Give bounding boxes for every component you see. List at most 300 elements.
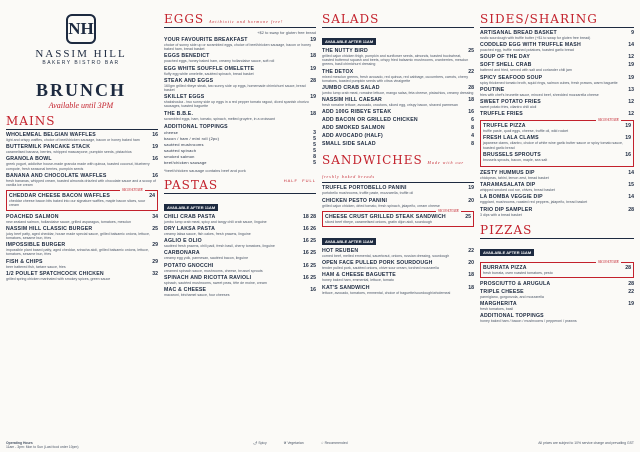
item-name: SPICY SEAFOOD SOUP	[480, 74, 543, 81]
item-name: FISH & CHIPS	[6, 258, 43, 265]
item-price: 6	[471, 117, 474, 124]
item-price: 16 25	[303, 250, 316, 257]
menu-item	[483, 152, 631, 162]
item-price: 19	[152, 144, 158, 151]
toppings-list	[164, 130, 316, 166]
hours-title: Operating Hours	[6, 441, 33, 445]
item-price: 16	[310, 287, 316, 294]
item-name: BUTTERMILK PANCAKE STACK	[6, 144, 91, 151]
item-desc: fresh bananas, whipped cream, toasted almonds drizzled with chocolate sauce and a scoop of vanilla ice cream	[6, 178, 156, 188]
item-price: 29	[152, 258, 158, 265]
legend-vegetarian: Vegetarian	[287, 441, 304, 445]
column-4	[480, 8, 634, 438]
item-desc: parmigiano, gorgonzola, and mozzarella	[480, 295, 544, 300]
item-price: 28	[628, 281, 634, 288]
item-price: 16	[152, 172, 158, 179]
item-price: 18	[310, 53, 316, 60]
eggs-note: +$2 to swap for gluten free bread	[257, 30, 316, 35]
item-desc: chickpeas, tahini, lemon zest, bread basket	[480, 176, 549, 181]
item-name: OPEN FACE PULLED PORK SOURDOUGH	[322, 260, 433, 267]
toppings-note: *beef/chicken sausage contains beef and pork	[164, 167, 246, 173]
item-price: 5	[313, 147, 316, 154]
item-desc: sliced beef ribeye, caramelised onions, gratin dijon aioli, sourdough	[325, 219, 432, 224]
item-name: SKILLET EGGS	[164, 94, 205, 101]
item-desc: mixed mesclun greens, fresh avocado, red quinoa, red cabbage, cucumbers, carrots, cherry tomatoes, toasted pumpkin seeds with citrus vinaigrette	[322, 74, 469, 83]
item-price: 25	[465, 213, 471, 220]
item-desc: beer battered fish, tartare sauce, fries	[6, 264, 66, 269]
item-price: 15	[628, 182, 634, 189]
item-desc: spinach, sautéed mushrooms, sweet peas, tête de moine, cream	[164, 280, 267, 285]
item-price: 16 25	[303, 262, 316, 269]
item-desc: creamy laksa sauce, fish cakes, fresh prawns, linguine	[164, 232, 251, 237]
item-price: 19	[468, 185, 474, 192]
item-price: 5	[313, 135, 316, 142]
item-price: 16 26	[303, 226, 316, 233]
menu-item	[164, 238, 316, 248]
item-desc: jumbo lump crab meat, spicy and tangy chili crab sauce, linguine	[164, 219, 267, 224]
item-desc: fries with chef's brunette sauce, minced beef, shredded mozzarella cheese	[480, 92, 599, 97]
item-desc: 3 dips with a bread basket	[480, 212, 522, 217]
item-price: 34	[152, 213, 158, 220]
sides-list-2	[480, 170, 634, 217]
pastas-list	[164, 214, 316, 297]
item-price: 16	[625, 151, 631, 158]
sandwich-signature	[322, 207, 474, 227]
item-desc: portobello mushrooms, truffle paste, mozzarella, truffle oil	[322, 191, 414, 196]
menu-item	[480, 87, 634, 97]
item-name: SPINACH AND RICOTTA RAVIOLI	[164, 274, 252, 281]
signature-label: SIGNATURE	[121, 187, 143, 193]
item-price: 22	[628, 289, 634, 296]
item-name: ADD SMOKED SALMON	[322, 125, 385, 132]
item-name: EGGS BENEDICT	[164, 53, 210, 60]
item-price: 24	[149, 193, 155, 200]
item-name: BANANA AND CHOCOLATE WAFFLES	[6, 172, 107, 179]
item-name: TRIPLE CHEESE	[480, 289, 524, 296]
menu-item	[322, 260, 474, 270]
brand-name: NASSIM HILL	[35, 48, 127, 60]
item-desc: 160gm grilled ribeye steak, two sunny side up eggs, homemade chimichurri sauce, bread basket	[164, 83, 306, 93]
item-name: CHEESE CRUST GRILLED STEAK SANDWICH	[325, 213, 446, 220]
item-name: WHOLEMEAL BELGIAN WAFFLES	[6, 132, 96, 138]
item-name: POTATO GNOCCHI	[164, 262, 214, 269]
item-desc: sweet potato fries, cilantro chili aioli	[480, 105, 537, 110]
menu-item	[164, 287, 316, 297]
item-desc: eggplant, mushrooms, roasted red peppers, jalapeño, bread basket	[480, 200, 588, 205]
menu-item	[480, 99, 634, 109]
item-name: ADD AVOCADO (HALF)	[322, 133, 383, 140]
menu-item	[322, 141, 474, 147]
item-price: 19	[628, 74, 634, 81]
item-price: 12	[628, 54, 634, 61]
menu-item	[164, 263, 316, 273]
item-desc: fresh burrata, oven roasted tomatoes, pesto	[483, 270, 553, 275]
item-name: TRIO DIP SAMPLER	[480, 206, 533, 213]
item-desc: poached egg, truffle mashed potatoes, toasted garlic bread	[480, 48, 574, 53]
eggs-badge: Antibiotic and hormone free!	[208, 19, 284, 24]
item-desc: juicy beef patty, aged cheddar, house made special sauce, grilled balsamic onions, lettuce, tomatoes, sesame bun, fries	[6, 231, 150, 241]
menu-item	[322, 285, 474, 295]
mains-title: MAINS	[6, 114, 158, 130]
pizzas-title: PIZZAS	[480, 223, 634, 239]
item-name: BURRATA PIZZA	[483, 264, 527, 271]
item-name: LA BOMBA VEGGIE DIP	[480, 194, 543, 201]
item-desc: caramelised banana, berries, whipped mascarpone, pumpkin seeds, pistachios	[6, 150, 132, 155]
menu-item	[6, 242, 158, 256]
menu-item	[6, 144, 158, 154]
item-desc: grilled cajun chicken thigh, pumpkin and sunflower seeds, almonds, toasted buckwheat, roasted butternut squash and beets, crispy fried balsamic mushrooms, cranberries, mesclun greens, basil chimichurri dressing	[322, 54, 469, 67]
item-name: cheese	[164, 129, 179, 135]
item-name: JUMBO CRAB SALAD	[322, 85, 380, 92]
menu-item	[480, 30, 634, 40]
pastas-title	[164, 178, 316, 194]
column-1	[6, 8, 158, 438]
menu-item	[6, 271, 158, 281]
item-price: 25	[152, 225, 158, 232]
sides-signature-list	[483, 123, 631, 162]
legend	[253, 441, 363, 449]
menu-item	[322, 133, 474, 139]
pastas-size-header	[284, 178, 316, 183]
item-desc: sautéed fresh prawns, chili padi, fresh basil, cherry tomatoes, linguine	[164, 244, 275, 249]
sides-signature	[480, 117, 634, 167]
item-desc: creamed spinach sauce, mushrooms, cheese, brussel sprouts	[164, 268, 263, 273]
item-price: 19	[310, 65, 316, 72]
item-name: MAC & CHEESE	[164, 287, 207, 294]
item-price: 20	[468, 197, 474, 204]
menu-item	[480, 75, 634, 85]
item-price: 19	[628, 301, 634, 308]
item-name: TARAMASALATA DIP	[480, 182, 536, 189]
item-name: TRUFFLE PORTOBELLO PANINI	[322, 185, 407, 192]
menu-item	[483, 123, 631, 133]
item-price: 28	[628, 206, 634, 213]
half-label: HALF	[283, 177, 298, 183]
menu-item	[164, 275, 316, 285]
logo	[6, 14, 156, 110]
item-price: 19	[310, 94, 316, 101]
menu-item	[322, 117, 474, 123]
legend-spicy: Spicy	[258, 441, 267, 445]
menu-item	[164, 37, 316, 51]
item-desc: corned beef, melted emmental, sauerkraut, onions, russian dressing, sourdough	[322, 254, 450, 259]
after11-tag: AVAILABLE AFTER 11AM	[322, 238, 376, 245]
menu-item	[480, 207, 634, 217]
item-name: STEAK AND EGGS	[164, 77, 214, 84]
item-name: YOUR FAVOURITE BREAKFAST	[164, 37, 248, 43]
menu-item	[164, 160, 316, 166]
item-name: ZESTY HUMMUS DIP	[480, 170, 535, 177]
item-desc: scrambled eggs, ham, tomato, spinach, melted gruyère, in a croissant	[164, 116, 275, 121]
item-desc: creamy egg yolk, parmesan, sautéed bacon, linguine	[164, 256, 249, 261]
menu-item	[483, 135, 631, 149]
menu-item	[480, 62, 634, 72]
item-price: 14	[628, 42, 634, 49]
item-price: 18	[468, 97, 474, 104]
menu-item	[6, 226, 158, 240]
menu-item	[480, 281, 634, 287]
menu-item	[480, 194, 634, 204]
item-price: 25	[468, 48, 474, 54]
menu-item	[480, 54, 634, 60]
item-desc: grilled spring chicken marinated with smokey spices, green sauce	[6, 276, 111, 281]
item-price: 9	[631, 30, 634, 36]
item-name: BRUSSELS SPROUTS	[483, 151, 541, 158]
menu-item	[6, 156, 158, 170]
menu-item	[164, 111, 316, 121]
item-name: TRUFFLE FRIES	[480, 111, 523, 118]
menu-item	[480, 289, 634, 299]
item-name: POACHED SALMON	[6, 213, 59, 220]
item-price: 18	[468, 284, 474, 291]
item-name: NASSIM HILL CLASSIC BURGER	[6, 225, 93, 232]
item-price: 22	[468, 248, 474, 255]
item-price: 13	[628, 86, 634, 93]
item-desc: japanese clams, cilantro, choice of white wine garlic butter sauce or spicy tomato sauce, toasted garlic bread	[483, 141, 624, 150]
toppings-title: ADDITIONAL TOPPINGS	[164, 123, 228, 130]
item-price: 18	[310, 110, 316, 117]
signature-label: SIGNATURE	[437, 207, 459, 213]
item-name: ADD BACON OR GRILLED CHICKEN	[322, 117, 418, 124]
item-desc: macaroni, béchamel sauce, four cheeses	[164, 293, 230, 298]
brunch-availability: Available until 3PM	[48, 101, 114, 110]
item-name: THE DETOX	[322, 68, 354, 75]
item-desc: new zealand salmon, hollandaise sauce, grilled asparagus, tomatoes, mesclun	[6, 219, 132, 224]
column-2	[164, 8, 316, 438]
item-desc: fresh romaine lettuce, avocado, croutons, sliced egg, crispy bacon, shaved parmesan	[322, 103, 458, 108]
menu-item	[164, 214, 316, 224]
item-name: GRANOLA BOWL	[6, 156, 52, 163]
item-price: 16 25	[303, 274, 316, 281]
item-name: THE NUTTY BIRD	[322, 48, 368, 54]
recommended-icon: ☆ Recommended	[320, 441, 348, 445]
item-desc: fresh tomatoes, basil	[480, 307, 514, 312]
item-name: DRY LAKSA PASTA	[164, 226, 216, 233]
item-name: POUTINE	[480, 86, 505, 93]
menu-item	[322, 248, 474, 258]
menu-item	[322, 125, 474, 131]
pizzas-list	[480, 281, 634, 324]
item-price: 18	[468, 272, 474, 279]
item-price: 12	[628, 111, 634, 118]
item-name: sautéed mushrooms	[164, 141, 204, 147]
item-name: ADD 100G RIBEYE STEAK	[322, 109, 392, 116]
menu-item	[322, 48, 474, 67]
eggs-list	[164, 37, 316, 121]
item-desc: poached eggs, honey baked ham, creamy hollandaise sauce, soft roll	[164, 59, 275, 64]
item-desc: honey baked ham, emmental, lettuce, tomato	[322, 278, 394, 283]
item-name: CODDLED EGG WITH TRUFFLE MASH	[480, 42, 581, 49]
item-name: 1/2 POULET SPATCHCOCK CHICKEN	[6, 270, 104, 277]
item-price: 14	[628, 194, 634, 201]
item-desc: brussels sprouts, bacon, maple, sea salt	[483, 157, 548, 162]
menu-item	[480, 42, 634, 52]
vegetarian-icon: ❦ Vegetarian	[283, 441, 304, 445]
menu-item	[480, 313, 634, 323]
footer	[6, 441, 634, 449]
pastas-title-text: PASTAS	[164, 177, 219, 192]
menu-item	[164, 53, 316, 63]
item-desc: honey baked ham / bacon / mushrooms / pepperoni / prawns	[480, 319, 577, 324]
hours	[6, 441, 79, 449]
item-price: 20	[468, 260, 474, 267]
item-price: 8	[471, 141, 474, 148]
item-price: 16	[468, 109, 474, 116]
item-name: HAM & CHEESE BAGUETTE	[322, 272, 396, 279]
item-desc: whipped smoked cod roe, chives, bread basket	[480, 188, 555, 193]
item-desc: light and crispy waffles, choice of beef/chicken sausage, bacon or honey baked ham	[6, 138, 140, 142]
item-desc: truffle paste, quail eggs, cheese, truffle oil, wild rocket	[483, 129, 569, 134]
after11-tag: AVAILABLE AFTER 11AM	[322, 38, 376, 45]
menu-item	[322, 109, 474, 115]
menu-item	[322, 97, 474, 107]
menu-item	[322, 198, 474, 208]
item-price: 19	[628, 62, 634, 69]
salads-list	[322, 48, 474, 147]
legend-recommended: Recommended	[324, 441, 348, 445]
item-name: NASSIM HILL CAESAR	[322, 97, 382, 104]
item-desc: grilled cajun chicken, dried tomato, fresh spinach, jalapeño, cream cheese	[322, 203, 440, 208]
menu-item	[164, 78, 316, 92]
item-price: 28	[468, 85, 474, 92]
item-desc: jumbo lump crab meat, romaine lettuce, mango salsa, feta cheese, pistachios, creamy dressing	[322, 91, 474, 96]
item-name: FRESH LALA CLAMS	[483, 135, 539, 142]
item-desc: rustic sourdough with truffle butter (+$1 to swap for gluten free bread)	[480, 36, 591, 40]
after11-tag: AVAILABLE AFTER 11AM	[164, 204, 218, 211]
menu-item	[480, 170, 634, 180]
item-name: HOT REUBEN	[322, 248, 359, 255]
item-price: 32	[152, 270, 158, 277]
menu-item	[480, 182, 634, 192]
menu-item	[6, 259, 158, 269]
item-price: 12	[628, 99, 634, 106]
salads-title: SALADS	[322, 12, 474, 28]
item-name: KAT'S SANDWICH	[322, 284, 370, 291]
mains-list	[6, 132, 158, 187]
menu-item	[6, 132, 158, 142]
sandwiches-title-text: SANDWICHES	[322, 153, 423, 168]
item-desc: fluffy egg white omelette, sautéed spinach, bread basket	[164, 71, 254, 76]
item-name: THE B.B.E.	[164, 110, 194, 117]
item-name: sautéed spinach	[164, 147, 197, 153]
menu-item	[322, 85, 474, 95]
eggs-title-text: EGGS	[164, 12, 205, 26]
item-price: 19	[310, 37, 316, 43]
item-name: ARTISANAL BREAD BASKET	[480, 30, 557, 36]
item-price: 16	[152, 132, 158, 138]
item-name: SOUP OF THE DAY	[480, 54, 530, 61]
item-name: ADDITIONAL TOPPINGS	[480, 313, 544, 320]
item-price: 29	[152, 242, 158, 249]
item-name: MARGHERITA	[480, 301, 517, 308]
item-desc: spicy thickened tomato broth, squid rings, salmon cubes, fresh prawns, warm baguette	[480, 80, 618, 85]
hours-text: 11am - 3pm: Mon to Sun (Last food order 10pm)	[6, 445, 79, 449]
item-price: 22	[468, 68, 474, 75]
sides-title: SIDES/SHARING	[480, 12, 634, 28]
item-name: smoked salmon	[164, 153, 195, 159]
item-price: 19	[625, 135, 631, 142]
item-name: CHILI CRAB PASTA	[164, 213, 216, 220]
mains-list-2	[6, 214, 158, 281]
item-price: 28	[310, 77, 316, 84]
sandwiches-list-2	[322, 248, 474, 295]
menu-item	[480, 301, 634, 311]
menu-item	[322, 69, 474, 83]
item-price: 14	[628, 170, 634, 177]
item-name: AGLIO E OLIO	[164, 238, 202, 245]
column-3	[322, 8, 474, 438]
item-desc: battered and fried, served with salt and coriander chili jam	[480, 68, 572, 73]
sides-list	[480, 30, 634, 117]
item-price: 8	[471, 125, 474, 132]
item-name: SOFT SHELL CRAB	[480, 62, 532, 69]
brunch-title: BRUNCH	[35, 80, 126, 100]
brand-sub: BAKERY BISTRO BAR	[42, 60, 120, 66]
item-price: 28	[625, 264, 631, 271]
menu-item	[6, 173, 158, 187]
item-name: PROSCIUTTO & ARUGULA	[480, 281, 551, 288]
item-price: 16	[152, 156, 158, 163]
item-price: 5	[313, 159, 316, 166]
item-name: SMALL SIDE SALAD	[322, 141, 376, 148]
item-desc: greek yogurt, addictive house-made granola made with quinoa, toasted coconut, blueberry compote, fresh seasonal berries, pumpkin seeds	[6, 162, 150, 171]
item-desc: cheddar cheese bacon bits baked into our signature waffles, maple bacon slices, sour cream	[9, 199, 146, 208]
item-name: beef/chicken sausage	[164, 159, 207, 165]
item-price: 19	[625, 123, 631, 130]
item-price: 4	[471, 133, 474, 140]
mains-signature	[6, 187, 158, 210]
signature-label: SIGNATURE	[597, 117, 619, 123]
menu-item	[6, 214, 158, 224]
item-price: 8	[313, 153, 316, 160]
after11-tag: AVAILABLE AFTER 11AM	[480, 249, 534, 256]
menu-item	[164, 94, 316, 108]
eggs-title	[164, 12, 316, 28]
item-name: SWEET POTATO FRIES	[480, 99, 541, 106]
sandwiches-title	[322, 153, 474, 183]
item-name: TRUFFLE PIZZA	[483, 123, 526, 130]
item-name: CHEDDAR CHEESE BACON WAFFLES	[9, 193, 110, 200]
item-desc: tender pulled pork, sautéed onions, chive sour cream, torched mozzarella	[322, 266, 439, 271]
menu-item	[164, 66, 316, 76]
signature-label: SIGNATURE	[597, 258, 619, 264]
item-name: CHICKEN PESTO PANINI	[322, 197, 388, 204]
menu-item	[322, 272, 474, 282]
menu-item	[164, 250, 316, 260]
item-name: IMPOSSIBLE BURGER	[6, 242, 66, 249]
item-desc: impossible plant based patty, aged cheddar, sriracha aioli, grilled balsamic onions, lettuce, tomatoes, sesame bun, fries	[6, 248, 149, 257]
item-desc: choice of sunny side up or scrambled eggs, choice of beef/chicken sausage, bacon or honey baked ham, bread basket	[164, 43, 312, 52]
item-price: 16 25	[303, 238, 316, 245]
item-name: bacon / ham / mini roll (2pc)	[164, 135, 220, 141]
item-price: 5	[313, 141, 316, 148]
item-name: CARBONARA	[164, 250, 200, 257]
full-label: FULL	[302, 177, 316, 183]
item-price: 3	[313, 129, 316, 136]
item-name: EGG WHITE SOUFFLE OMELETTE	[164, 65, 255, 72]
sandwiches-list	[322, 185, 474, 207]
spicy-icon: 🌶 Spicy	[253, 441, 267, 445]
pizza-signature	[480, 258, 634, 278]
sandwiches-badge: Made with our freshly baked breads	[322, 160, 465, 180]
menu-item	[322, 185, 474, 195]
item-desc: shakshouka - two sunny side up eggs in a red pepper tomato ragout, diced spanish chorizo sausages, toasted baguette	[164, 100, 309, 109]
item-desc: lettuce, avocado, tomatoes, emmental, choice of baguette/sourdough/wholemeal	[322, 290, 451, 295]
item-price: 18 28	[303, 213, 316, 220]
logo-mark: NH	[66, 14, 96, 44]
disclaimer: All prices are subject to 10% service charge and prevailing GST	[538, 441, 634, 445]
menu-item	[164, 226, 316, 236]
